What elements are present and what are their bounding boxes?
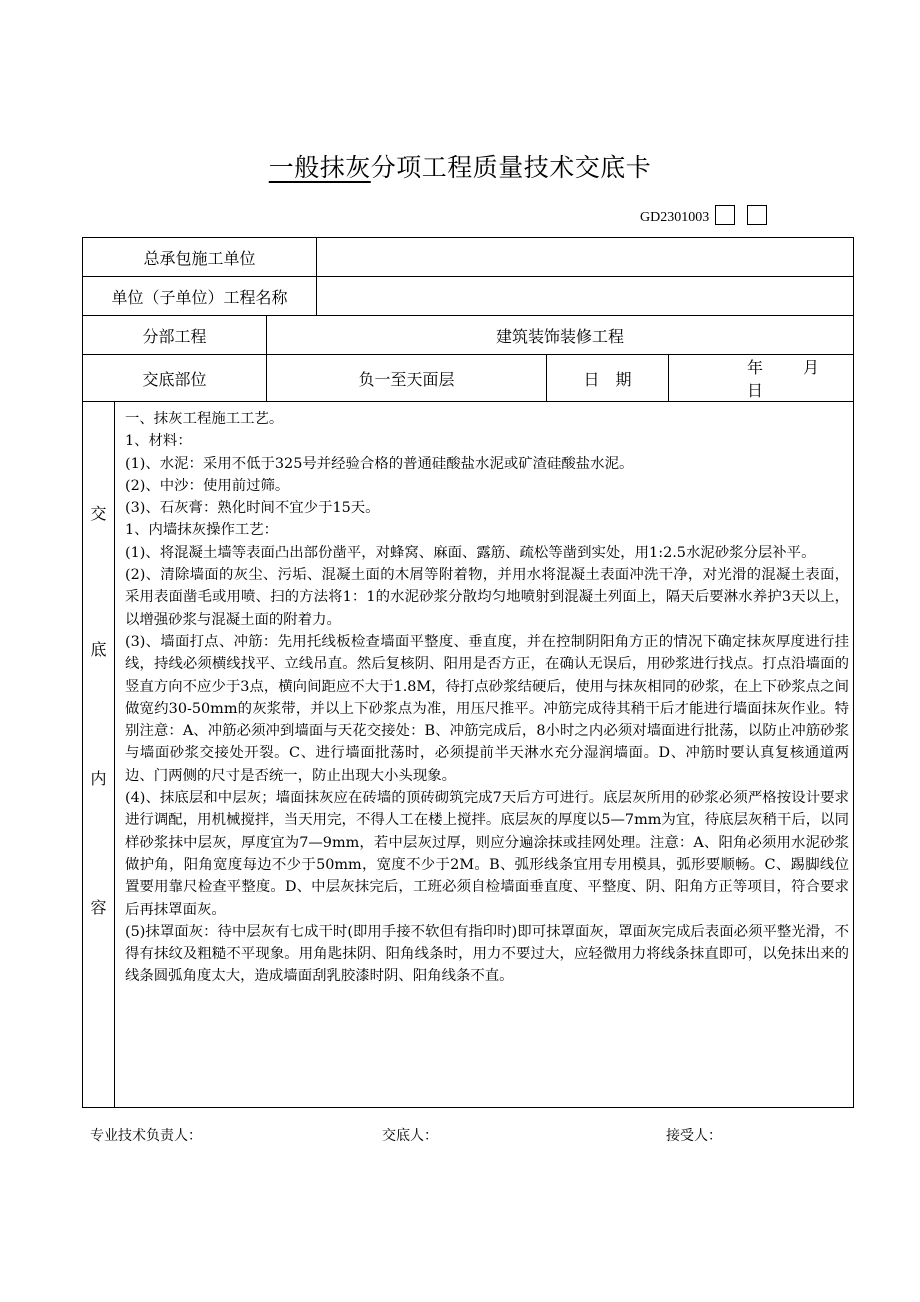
row-contractor bbox=[83, 238, 854, 277]
title-rest: 分项工程质量技术交底卡 bbox=[370, 153, 652, 182]
location-value: 负一至天面层 bbox=[267, 355, 547, 402]
content-paragraph: (4)、抹底层和中层灰；墙面抹灰应在砖墙的顶砖砌筑完成7天后方可进行。底层灰所用的砂浆必须严格按设计要求进行调配，用机械搅拌，当天用完，不得人工在楼上搅拌。底层灰的厚度以5—7mm为宜，待底层灰稍干后，以同样砂浆抹中层灰，厚度宜为7—9mm，若中层灰过厚，则应分遍涂抹或挂网处理。注意：A、阳角必须用水泥砂浆做护角，阳角宽度每边不少于50mm，宽度不少于2M。B、弧形线条宜用专用模具，弧形要顺畅。C、踢脚线位置要用靠尺检查平整度。D、中层灰抹完后，工班必须自检墙面垂直度、平整度、阴、阳角方正等项目，符合要求后再抹罩面灰。 bbox=[125, 790, 850, 918]
content-label-char: 内 bbox=[90, 769, 107, 788]
date-month: 月 bbox=[803, 358, 820, 377]
receiver-signature: 接受人： bbox=[666, 1128, 722, 1144]
doc-code: GD2301003 bbox=[640, 210, 710, 225]
row-subdivision bbox=[83, 316, 854, 355]
project-label: 单位（子单位）工程名称 bbox=[83, 277, 317, 316]
content-paragraph: (2)、中沙：使用前过筛。 bbox=[125, 477, 290, 494]
subdivision-label: 分部工程 bbox=[83, 316, 267, 355]
location-label: 交底部位 bbox=[83, 355, 267, 402]
subdivision-value: 建筑装饰装修工程 bbox=[267, 316, 854, 355]
document-title bbox=[0, 148, 920, 184]
content-label-char: 交 bbox=[90, 504, 107, 523]
content-label-char: 底 bbox=[90, 640, 107, 659]
row-project bbox=[83, 277, 854, 316]
content-body bbox=[115, 402, 854, 1108]
content-paragraph: (1)、将混凝土墙等表面凸出部份凿平，对蜂窝、麻面、露筋、疏松等凿到实处，用1:2.5水泥砂浆分层补平。 bbox=[125, 544, 816, 561]
doc-code-line bbox=[640, 203, 767, 225]
contractor-value[interactable] bbox=[317, 238, 854, 277]
row-location bbox=[83, 355, 854, 402]
content-paragraph: (3)、石灰膏：熟化时间不宜少于15天。 bbox=[125, 500, 380, 517]
disclosure-table bbox=[82, 237, 854, 1108]
content-paragraph: 一、抹灰工程施工工艺。 bbox=[125, 411, 284, 427]
content-paragraph: (3)、墙面打点、冲筋：先用托线板检查墙面平整度、垂直度，并在控制阴阳角方正的情况下确定抹灰厚度进行挂线，持线必须横线找平、立线吊直。然后复核阴、阳用是否方正，在确认无误后，用砂浆进行找点。打点沿墙面的竖直方向不应少于3点，横向间距应不大于1.8M，待打点砂浆结硬后，使用与抹灰相同的砂浆，在上下砂浆点之间做宽约30-50mm的灰浆带，并以上下砂浆点为准，用压尺推平。冲筋完成待其稍干后才能进行墙面抹灰作业。特别注意：A、冲筋必须冲到墙面与天花交接处：B、冲筋完成后，8小时之内必须对墙面进行批荡，以防止冲筋砂浆与墙面砂浆交接处开裂。C、进行墙面批荡时，必须提前半天淋水充分湿润墙面。D、冲筋时要认真复核通道两边、门两侧的尺寸是否统一，防止出现大小头现象。 bbox=[125, 633, 850, 784]
content-paragraph: (5)抹罩面灰：待中层灰有七成干时(即用手接不软但有指印时)即可抹罩面灰，罩面灰完成后表面必须平整光滑，不得有抹纹及粗糙不平现象。用角匙抹阴、阳角线条时，用力不要过大，应轻微用力将线条抹直即可，以免抹出来的线条圆弧角度太大，造成墙面刮乳胶漆时阴、阳角线条不直。 bbox=[125, 923, 850, 985]
content-paragraph: 1、内墙抹灰操作工艺： bbox=[125, 522, 279, 539]
title-underlined: 一般抹灰 bbox=[268, 153, 371, 182]
date-label: 日 期 bbox=[547, 355, 669, 402]
content-vertical-label bbox=[83, 402, 115, 1108]
presenter-signature: 交底人： bbox=[382, 1128, 438, 1144]
content-paragraph: (1)、水泥：采用不低于325号并经验合格的普通硅酸盐水泥或矿渣硅酸盐水泥。 bbox=[125, 455, 634, 472]
date-year: 年 bbox=[747, 358, 764, 377]
checkbox-2[interactable] bbox=[747, 205, 767, 225]
contractor-label: 总承包施工单位 bbox=[83, 238, 317, 277]
content-label-char: 容 bbox=[90, 898, 107, 917]
date-value[interactable] bbox=[669, 355, 854, 402]
content-paragraph: (2)、清除墙面的灰尘、污垢、混凝土面的木屑等附着物，并用水将混凝土表面冲洗干净，对光滑的混凝土表面，采用表面凿毛或用喷、扫的方法将1：1的水泥砂浆分散均匀地喷射到混凝土列面上，隔天后要淋水养护3天以上，以增强砂浆与混凝土面的附着力。 bbox=[125, 567, 850, 628]
project-value[interactable] bbox=[317, 277, 854, 316]
date-day: 日 bbox=[747, 381, 764, 400]
content-paragraph: 1、材料： bbox=[125, 433, 192, 450]
checkbox-1[interactable] bbox=[715, 205, 735, 225]
row-content bbox=[83, 402, 854, 1108]
tech-lead-signature: 专业技术负责人： bbox=[90, 1128, 202, 1144]
